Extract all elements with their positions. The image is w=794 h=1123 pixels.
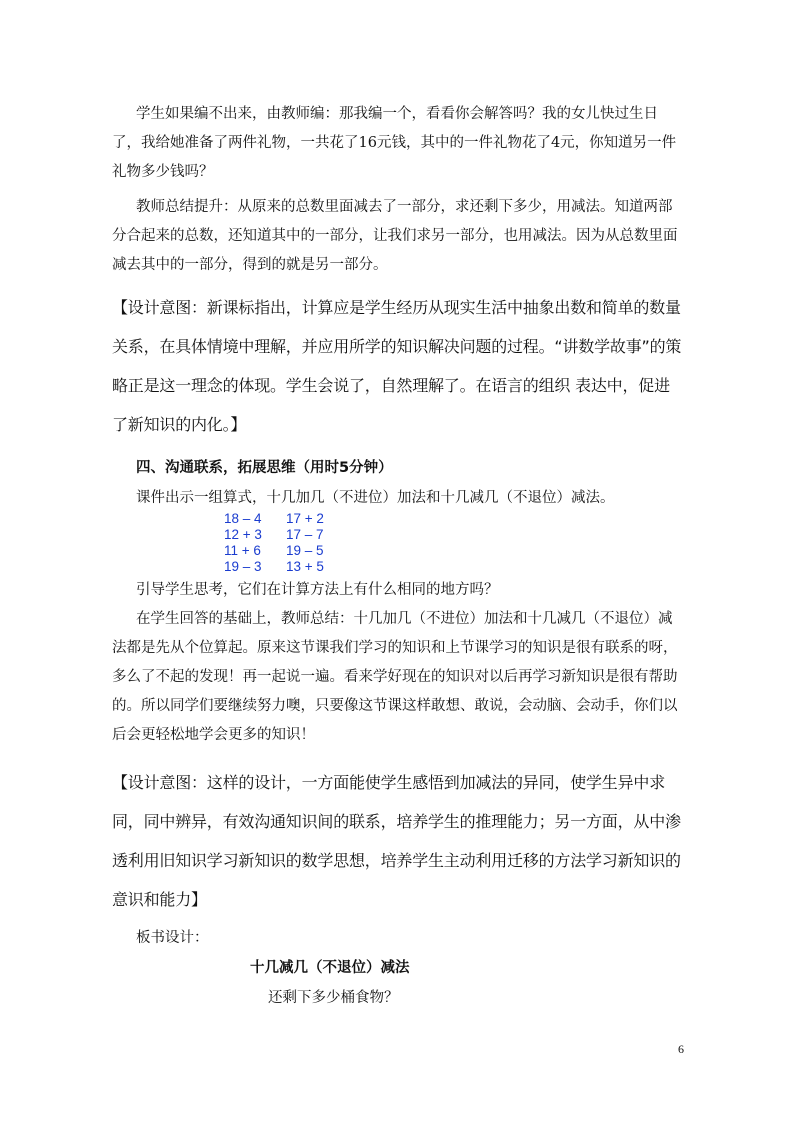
paragraph-student-story: 学生如果编不出来，由教师编：那我编一个，看看你会解答吗？我的女儿快过生日了，我给她准备了两件礼物，一共花了16元钱，其中的一件礼物花了4元，你知道另一件礼物多少钱吗？ (112, 106, 677, 180)
guide-question: 引导学生思考，它们在计算方法上有什么相同的地方吗？ (136, 582, 499, 598)
board-subtitle: 还剩下多少桶食物？ (268, 990, 399, 1006)
courseware-text: 课件出示一组算式，十几加几（不进位）加法和十几减几（不退位）减法。 (136, 490, 615, 506)
equation: 19 – 3 (224, 559, 262, 574)
paragraph-design-intent-2: 【设计意图：这样的设计，一方面能使学生感悟到加减法的异同，使学生异中求同，同中辨异，有效沟通知识间的联系，培养学生的推理能力；另一方面，从中渗透利用旧知识学习新知识的数学思想，培养学生主动利用迁移的方法学习新知识的意识和能力】 (112, 773, 681, 909)
section-heading: 四、沟通联系，拓展思维（用时5分钟） (136, 460, 393, 476)
equation: 11 + 6 (224, 543, 261, 558)
equation: 18 – 4 (224, 511, 262, 526)
equation: 19 – 5 (286, 543, 324, 558)
page-number: 6 (678, 1042, 684, 1056)
equation: 12 + 3 (224, 527, 262, 542)
board-design-label: 板书设计： (136, 930, 209, 946)
paragraph-teacher-conclusion: 在学生回答的基础上，教师总结：十几加几（不进位）加法和十几减几（不退位）减法都是先从个位算起。原来这节课我们学习的知识和上节课学习的知识是很有联系的呀，多么了不起的发现！再一起说一遍。看来学好现在的知识对以后再学习新知识是很有帮助的。所以同学们要继续努力噢，只要像这节课这样敢想、敢说，会动脑、会动手，你们以后会更轻松地学会更多的知识！ (112, 611, 678, 743)
equation-grid (224, 511, 346, 575)
equation: 17 – 7 (286, 527, 324, 542)
equation: 17 + 2 (286, 511, 324, 526)
paragraph-teacher-summary: 教师总结提升：从原来的总数里面减去了一部分，求还剩下多少，用减法。知道两部分合起来的总数，还知道其中的一部分，让我们求另一部分，也用减法。因为从总数里面减去其中的一部分，得到的就是另一部分。 (112, 199, 678, 273)
paragraph-design-intent-1: 【设计意图：新课标指出，计算应是学生经历从现实生活中抽象出数和简单的数量关系，在具体情境中理解，并应用所学的知识解决问题的过程。“讲数学故事”的策略正是这一理念的体现。学生会说了，自然理解了。在语言的组织 表达中，促进了新知识的内化。】 (112, 298, 682, 434)
board-title: 十几减几（不退位）减法 (250, 960, 410, 976)
equation: 13 + 5 (286, 559, 324, 574)
